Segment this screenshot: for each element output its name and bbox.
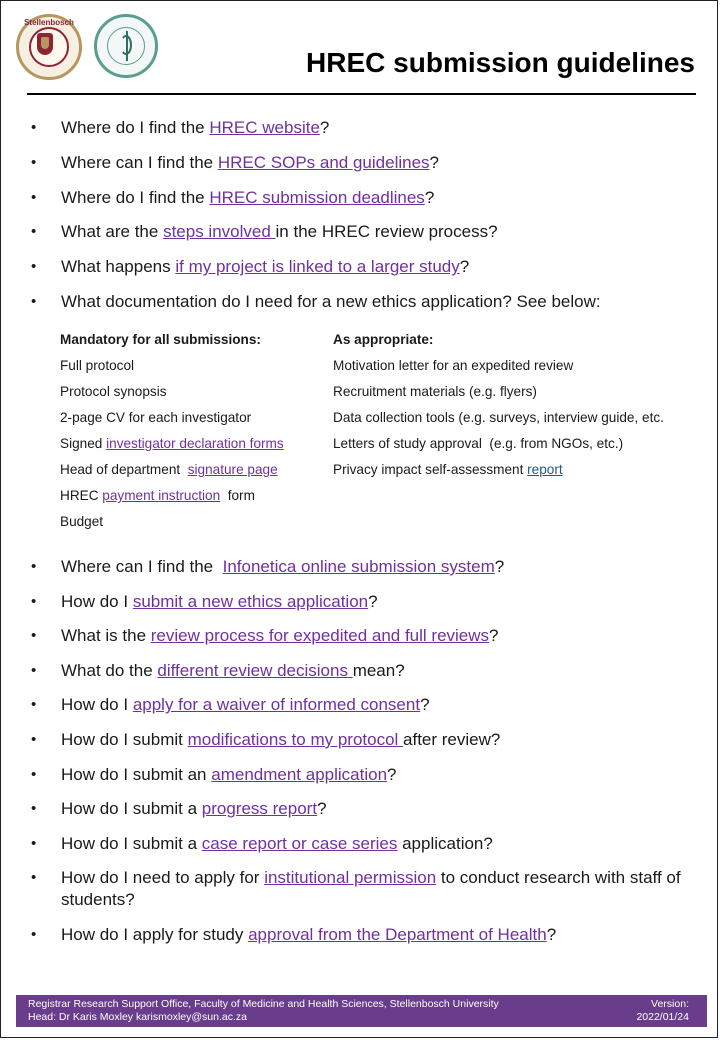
link-hrec-website[interactable]: HREC website xyxy=(209,118,320,137)
appropriate-item: Data collection tools (e.g. surveys, interview guide, etc. xyxy=(333,410,664,425)
bullet-icon: • xyxy=(31,730,37,748)
bullet-icon: • xyxy=(31,188,37,206)
question-item: • What do the different review decisions mean? xyxy=(31,660,405,680)
bullet-icon: • xyxy=(31,223,37,241)
question-item: • Where can I find the HREC SOPs and guidelines? xyxy=(31,152,440,172)
question-item: • How do I submit an amendment application? xyxy=(31,764,397,784)
link-steps-involved[interactable]: steps involved xyxy=(163,222,276,242)
appropriate-heading: As appropriate: xyxy=(333,332,434,347)
mandatory-column xyxy=(60,330,330,538)
link-payment-instruction[interactable]: payment instruction xyxy=(102,488,221,503)
bullet-icon: • xyxy=(31,258,37,276)
mandatory-item: Full protocol xyxy=(60,358,135,373)
appropriate-item: Motivation letter for an expedited review xyxy=(333,358,574,373)
link-infonetica[interactable]: Infonetica online submission system xyxy=(222,557,495,576)
footer-version xyxy=(636,998,689,1024)
bullet-icon: • xyxy=(31,558,37,575)
bullet-icon: • xyxy=(31,592,37,610)
link-privacy-report[interactable]: report xyxy=(527,462,563,477)
appropriate-item: Letters of study approval (e.g. from NGOs, etc.) xyxy=(333,436,624,451)
question-item: • Where do I find the HREC submission deadlines? xyxy=(31,187,435,207)
bullet-icon: • xyxy=(31,834,37,852)
question-item: • How do I need to apply for institutional permission to conduct research with staff of students? xyxy=(31,868,681,910)
link-modifications[interactable]: modifications to my protocol xyxy=(187,729,404,749)
bullet-icon: • xyxy=(31,119,37,136)
bullet-icon: • xyxy=(31,765,37,783)
mandatory-item: Head of department signature page xyxy=(60,462,278,477)
version-label: Version: xyxy=(651,998,689,1010)
link-department-of-health[interactable]: approval from the Department of Health xyxy=(248,924,547,944)
appropriate-item: Recruitment materials (e.g. flyers) xyxy=(333,384,537,399)
title-divider xyxy=(27,93,696,95)
bottom-question-list xyxy=(1,556,719,959)
mandatory-item: HREC payment instruction form xyxy=(60,488,255,503)
version-date: 2022/01/24 xyxy=(636,1011,689,1023)
link-review-decisions[interactable]: different review decisions xyxy=(157,660,353,680)
question-item: • What documentation do I need for a new ethics application? See below: xyxy=(31,291,601,311)
link-larger-study[interactable]: if my project is linked to a larger study xyxy=(175,257,460,277)
question-item: • What happens if my project is linked to a larger study? xyxy=(31,257,470,277)
link-progress-report[interactable]: progress report xyxy=(201,799,318,819)
mandatory-item: 2-page CV for each investigator xyxy=(60,410,252,425)
question-item: • Where do I find the HREC website? xyxy=(31,118,330,137)
link-amendment-application[interactable]: amendment application xyxy=(211,764,388,784)
page-title: HREC submission guidelines xyxy=(306,47,695,78)
footer-contact xyxy=(28,998,499,1024)
footer-office: Registrar Research Support Office, Faculty of Medicine and Health Sciences, Stellenbosch University xyxy=(28,998,499,1010)
link-case-report[interactable]: case report or case series xyxy=(201,833,398,853)
question-item: • What is the review process for expedited and full reviews? xyxy=(31,626,499,646)
mandatory-item: Budget xyxy=(60,514,104,529)
bullet-icon: • xyxy=(31,661,37,679)
top-question-list xyxy=(1,117,719,326)
link-investigator-declaration[interactable]: investigator declaration forms xyxy=(106,436,284,451)
link-waiver-consent[interactable]: apply for a waiver of informed consent xyxy=(132,695,421,715)
appropriate-item: Privacy impact self-assessment report xyxy=(333,462,563,477)
bullet-icon: • xyxy=(31,627,37,645)
mandatory-item: Protocol synopsis xyxy=(60,384,167,399)
mandatory-item: Signed investigator declaration forms xyxy=(60,436,284,451)
question-item: • What are the steps involved in the HREC review process? xyxy=(31,222,498,242)
question-item: • How do I submit a new ethics application? xyxy=(31,591,378,611)
logo-wordmark: Stellenbosch xyxy=(24,18,74,27)
question-item: • How do I submit a progress report? xyxy=(31,799,327,819)
question-item: • Where can I find the Infonetica online submission system? xyxy=(31,557,505,576)
link-submission-deadlines[interactable]: HREC submission deadlines xyxy=(209,187,425,207)
link-institutional-permission[interactable]: institutional permission xyxy=(264,868,437,888)
question-item: • How do I submit a case report or case series application? xyxy=(31,833,493,853)
question-item: • How do I apply for a waiver of informed consent? xyxy=(31,695,430,715)
link-signature-page[interactable]: signature page xyxy=(187,462,278,477)
bullet-icon: • xyxy=(31,696,37,714)
question-item: • How do I apply for study approval from the Department of Health? xyxy=(31,924,557,944)
bullet-icon: • xyxy=(31,869,37,887)
link-review-process[interactable]: review process for expedited and full reviews xyxy=(150,626,490,646)
footer-head: Head: Dr Karis Moxley karismoxley@sun.ac.za xyxy=(28,1011,247,1023)
bullet-icon: • xyxy=(31,800,37,818)
appropriate-column xyxy=(333,330,703,486)
bullet-icon: • xyxy=(31,292,37,310)
link-hrec-sops[interactable]: HREC SOPs and guidelines xyxy=(217,152,430,172)
stellenbosch-university-logo xyxy=(16,14,82,80)
mandatory-heading: Mandatory for all submissions: xyxy=(60,332,261,347)
link-new-ethics-application[interactable]: submit a new ethics application xyxy=(132,591,369,611)
bullet-icon: • xyxy=(31,925,37,943)
faculty-seal-logo xyxy=(94,14,158,78)
footer-bar xyxy=(16,995,707,1027)
bullet-icon: • xyxy=(31,153,37,171)
question-item: • How do I submit modifications to my protocol after review? xyxy=(31,729,501,749)
